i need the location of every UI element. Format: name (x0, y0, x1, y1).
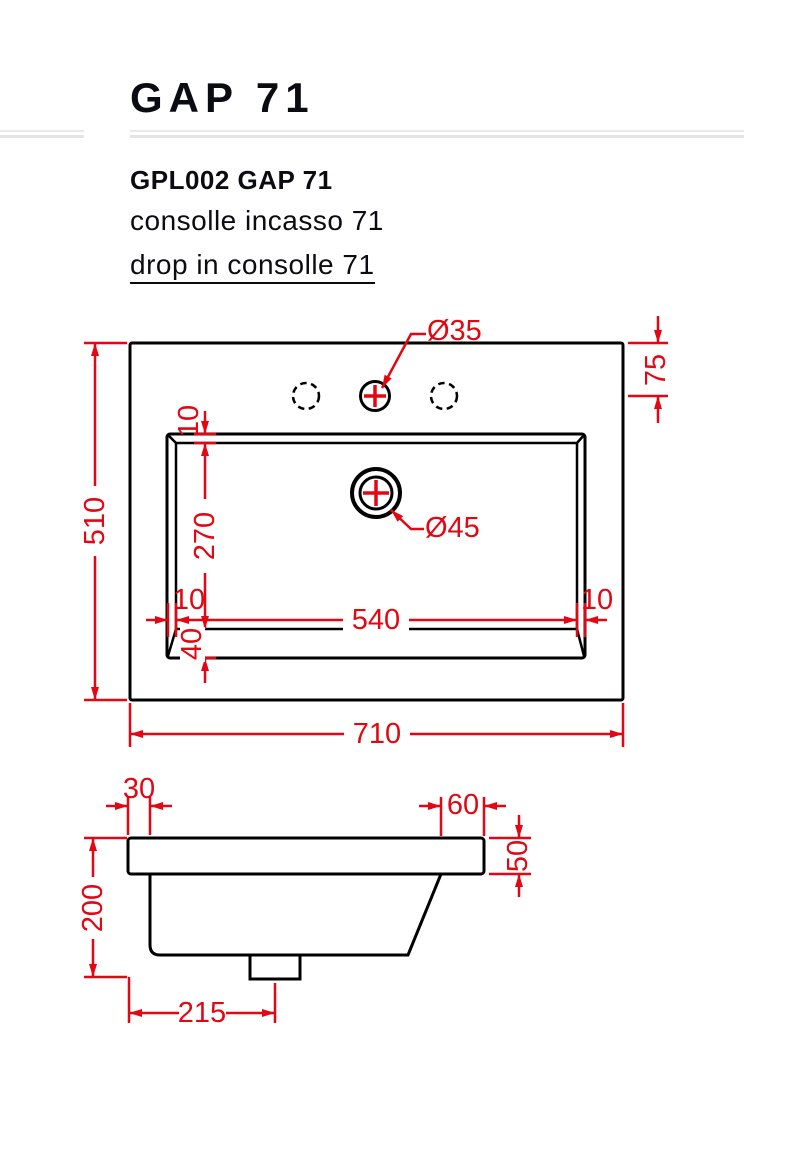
dim-drain-offset-215 (129, 977, 275, 1029)
drain-center-cross (363, 480, 389, 506)
page-title: GAP 71 (130, 74, 315, 121)
dim-depth-510 (79, 343, 127, 700)
countertop-section (128, 838, 484, 874)
description-english: drop in consolle 71 (130, 251, 375, 284)
description-italian: consolle incasso 71 (130, 205, 384, 236)
dim-label-40: 40 (176, 627, 208, 661)
dim-label-10-right: 10 (580, 584, 614, 616)
dim-rim-right-10 (581, 584, 613, 620)
faucet-hole-left-optional (293, 383, 319, 409)
dim-label-200: 200 (77, 883, 109, 933)
dim-width-710 (130, 703, 623, 750)
dim-overhang-30 (106, 773, 172, 835)
dim-label-75: 75 (640, 353, 672, 387)
dim-height-200 (77, 838, 127, 977)
basin-body-section (150, 874, 441, 955)
dim-label-30: 30 (122, 773, 156, 805)
dim-faucet-offset-75 (628, 316, 672, 423)
dim-label-10-top: 10 (173, 404, 205, 438)
dim-label-710: 710 (352, 718, 402, 750)
dim-inset-60 (419, 789, 506, 836)
product-code: GPL002 GAP 71 (130, 165, 333, 195)
dim-front-slope-40 (176, 627, 216, 683)
dim-label-540: 540 (351, 604, 401, 636)
dim-label-50: 50 (502, 839, 534, 873)
dim-label-270: 270 (189, 511, 221, 561)
dim-label-d35: Ø35 (427, 315, 482, 347)
dim-label-510: 510 (79, 496, 111, 546)
dim-label-10-left: 10 (172, 584, 206, 616)
dim-rim-left-10 (146, 584, 205, 620)
dim-basin-width-540 (168, 603, 585, 637)
top-view (79, 315, 672, 750)
side-view (77, 773, 534, 1029)
drain-stub (250, 955, 300, 979)
dim-label-d45: Ø45 (425, 512, 480, 544)
faucet-hole-right-optional (431, 383, 457, 409)
callout-faucet-diameter (382, 315, 482, 388)
callout-drain-diameter (391, 510, 480, 544)
dim-thickness-50 (489, 815, 534, 897)
dim-label-215: 215 (177, 997, 227, 1029)
dim-label-60: 60 (446, 789, 480, 821)
dim-rim-top-10 (173, 405, 216, 443)
